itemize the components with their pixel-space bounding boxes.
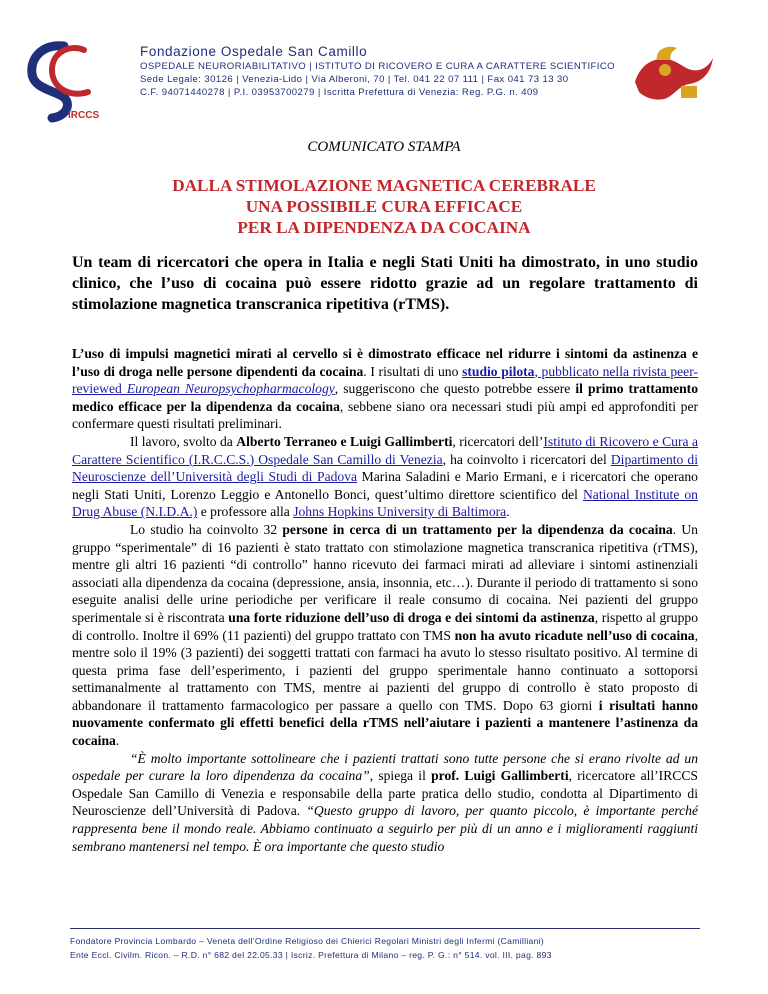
title-line: PER LA DIPENDENZA DA COCAINA (237, 218, 531, 237)
text: , rispetto al gruppo di controllo. Inoltre il 69% (11 pazienti) del gruppo trattato con TMS (72, 609, 698, 643)
bold-text: prof. Luigi Gallimberti (431, 768, 569, 784)
text: , suggeriscono che questo potrebbe essere (334, 381, 576, 397)
text: . I risultati di uno (363, 363, 463, 379)
link-nida[interactable]: National Institute on Drug Abuse (N.I.D.A.) (72, 486, 698, 520)
italic-quote: “È molto importante sottolineare che i pazienti trattati sono tutte persone che si erano rivolte ad un ospedale per curare la loro dipendenza da cocaina” (72, 750, 698, 784)
text: , spiega il (369, 768, 432, 784)
paragraph-4 (72, 750, 698, 856)
bold-text: il primo trattamento medico efficace per la dipendenza da cocaina (72, 381, 698, 414)
bold-text: i risultati hanno nuovamente confermato gli effetti benefici della rTMS nell’aiutare i pazienti a mantenere l’astinenza da cocaina (72, 697, 698, 749)
document-title (0, 175, 768, 238)
lead-paragraph: Un team di ricercatori che opera in Italia e negli Stati Uniti ha dimostrato, in uno studio clinico, che l’uso di cocaina può essere ridotto grazie ad un regolare trattamento di stimolazione magnetica transcranica ripetitiva (rTMS). (72, 254, 698, 313)
press-release-label: COMUNICATO STAMPA (307, 139, 461, 155)
bold-text: L’uso di impulsi magnetici mirati al cervello si è dimostrato efficace nel ridurre i sintomi da astinenza e l’uso di droga nelle persone dipendenti da cocaina (72, 346, 698, 379)
organization-registration: C.F. 94071440278 | P.I. 03953700279 | Iscritta Prefettura di Venezia: Reg. P.G. n. 409 (140, 87, 539, 98)
text: Marina Saladini e Mario Ermani, e i ricercatori che operano negli Stati Uniti, Lorenzo Leggio e Antonello Bonci, quest’ultimo direttore scientifico del (72, 469, 698, 502)
link-dipartimento-neuroscienze[interactable]: Dipartimento di Neuroscienze dell’Università degli Studi di Padova (72, 451, 698, 485)
footer-divider (70, 928, 700, 929)
text: . (115, 733, 120, 749)
paragraph-2 (72, 433, 698, 521)
text: , ricercatori dell’ (452, 433, 544, 449)
organization-subtitle: OSPEDALE NEURORIABILITATIVO | ISTITUTO DI RICOVERO E CURA A CARATTERE SCIENTIFICO (140, 61, 616, 72)
text: , mentre solo il 19% (3 pazienti) dei soggetti trattati con farmaci ha avuto lo stesso risultato positivo. Al termine di questa prima fase dell’esperimento, i pazienti del gruppo sperimentale hanno continuato a sottoporsi settimanalmente al trattamento con TMS, mentre ai pazienti del gruppo di controllo è stato proposto di abbandonare il trattamento farmacologico per passare a quello con TMS. Dopo 63 giorni (72, 627, 699, 713)
text: , ricercatore all’IRCCS Ospedale San Camillo di Venezia e responsabile della parte pratica dello studio, condotta al Dipartimento di Neuroscienze dell’Università di Padova. (72, 768, 698, 819)
paragraph-3 (72, 521, 698, 750)
bold-text: non ha avuto ricadute nell’uso di cocaina (454, 627, 695, 643)
footer-line-2: Ente Eccl. Civilm. Ricon. – R.D. n° 682 del 22.05.33 | Iscriz. Prefettura di Milano – reg. P. G.: n° 514. vol. III. pag. 893 (70, 950, 552, 960)
text: e professore alla (197, 504, 294, 520)
text: . Un gruppo “sperimentale” di 16 pazienti è stato trattato con stimolazione magnetica transcranica ripetitiva (rTMS), mentre gli altri 16 pazienti “di controllo” hanno ricevuto dei farmaci mirati ad alleviare i sintomi astinenziali associati alla dipendenza da cocaina (depressione, ansia, insonnia, etc…). Durante il periodo di trattamento si sono eseguite analisi delle urine periodiche per verificare il reale consumo di cocaina. Nei pazienti del gruppo sperimentale si è riscontrata (72, 521, 698, 625)
title-line: DALLA STIMOLAZIONE MAGNETICA CEREBRALE (172, 176, 596, 195)
link-irccs-san-camillo[interactable]: Istituto di Ricovero e Cura a Carattere Scientifico (I.R.C.C.S.) Ospedale San Camillo di Venezia (72, 433, 699, 467)
paragraph-1 (72, 345, 698, 433)
link-johns-hopkins[interactable]: Johns Hopkins University di Baltimora (293, 504, 507, 520)
organization-name: Fondazione Ospedale San Camillo (140, 44, 368, 59)
text: Lo studio ha coinvolto 32 (130, 521, 283, 537)
link-bold: studio pilota (462, 363, 535, 379)
text: , sebbene siano ora necessari studi più ampi ed approfonditi per confermare questi risultati preliminari. (72, 398, 699, 432)
lion-of-saint-mark-icon (627, 42, 717, 108)
link-italic: European Neuropsychopharmacology (126, 381, 335, 397)
letterhead (0, 0, 768, 120)
organization-block (140, 44, 616, 98)
text: Il lavoro, svolto da (130, 433, 237, 449)
italic-quote: “Questo gruppo di lavoro, per quanto piccolo, è importante perché rappresenta bene il mondo reale. Abbiamo continuato a seguirlo per più di un anno e i miglioramenti raggiunti sembrano mantenersi nel tempo. È ora importante che questo studio (72, 803, 698, 854)
bold-text: Alberto Terraneo e Luigi Gallimberti (236, 433, 453, 449)
link-text: , pubblicato nella rivista peer-reviewed (72, 363, 698, 397)
bold-text: persone in cerca di un trattamento per la dipendenza da cocaina (282, 521, 673, 537)
title-line: UNA POSSIBILE CURA EFFICACE (245, 197, 523, 216)
article-body (72, 345, 698, 855)
logo-text: IRCCS (68, 110, 100, 121)
text: . (506, 504, 510, 520)
bold-text: una forte riduzione dell’uso di droga e dei sintomi da astinenza (228, 609, 595, 625)
text: , ha coinvolto i ricercatori del (442, 451, 611, 467)
footer-line-1: Fondatore Provincia Lombardo – Veneta dell’Ordine Religioso dei Chierici Regolari Ministri degli Infermi (Camilliani) (70, 936, 545, 946)
san-camillo-logo (22, 38, 104, 124)
organization-address: Sede Legale: 30126 | Venezia-Lido | Via Alberoni, 70 | Tel. 041 22 07 111 | Fax 041 73 13 30 (140, 74, 569, 85)
